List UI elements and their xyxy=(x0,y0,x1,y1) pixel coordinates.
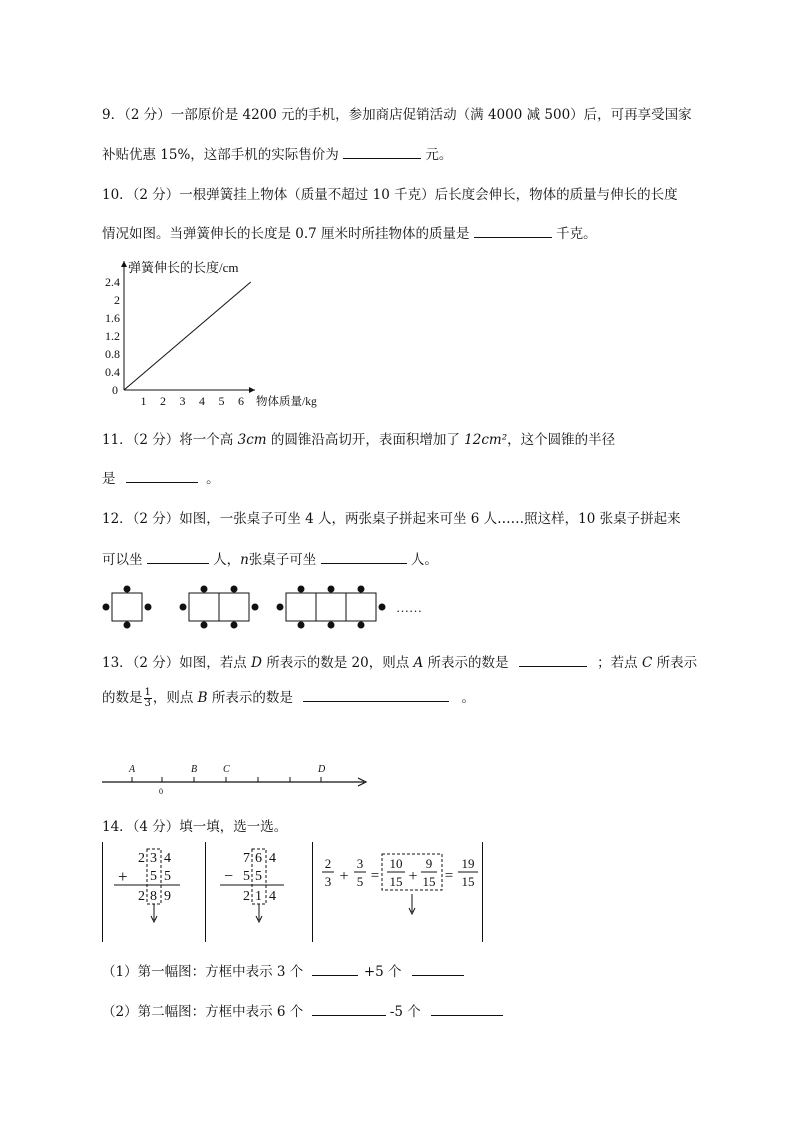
table-group-2 xyxy=(180,586,259,629)
point-B: B xyxy=(191,764,198,775)
add-r1-d2: 3 xyxy=(150,851,157,866)
q9-unit: 元。 xyxy=(425,147,453,163)
sub-r1-d3: 4 xyxy=(269,851,276,866)
q13-frac-num: 1 xyxy=(144,687,151,698)
plus-sign-2: + xyxy=(408,868,418,885)
q11-text-e: ，这个圆锥的半径 xyxy=(507,432,616,448)
frac-d-num: 9 xyxy=(425,856,433,871)
y-axis-label: 弹簧伸长的长度/cm xyxy=(128,260,239,275)
add-r2-d2: 5 xyxy=(164,869,171,884)
q9-answer-blank[interactable] xyxy=(343,146,421,159)
q11-end: 。 xyxy=(206,471,220,487)
x-tick-label: 6 xyxy=(238,394,244,408)
q13-answer-blank-1[interactable] xyxy=(519,654,587,667)
add-r1-d1: 2 xyxy=(138,851,145,866)
plus-sign: + xyxy=(339,868,349,885)
point-D: D xyxy=(318,764,326,775)
frac-r-num: 19 xyxy=(461,856,475,871)
q14-sub1 xyxy=(102,960,464,980)
separator-3 xyxy=(312,842,313,942)
data-line xyxy=(124,282,251,390)
table-group-3 xyxy=(277,586,386,629)
q12-text-b: 人， xyxy=(213,552,241,568)
subtraction-figure xyxy=(212,846,304,928)
q13-t7: ，则点 xyxy=(152,690,198,706)
q13-line1 xyxy=(102,651,697,671)
sub-r3-d2: 1 xyxy=(255,889,262,904)
q10-line2 xyxy=(102,222,597,242)
separator-2 xyxy=(205,842,206,942)
add-r1-d3: 4 xyxy=(164,851,171,866)
table-group-1 xyxy=(103,586,152,629)
q12-text-e: 人。 xyxy=(410,552,438,568)
add-r3-d2: 8 xyxy=(150,889,157,904)
q10-answer-blank[interactable] xyxy=(474,225,552,238)
sub-r3-d3: 4 xyxy=(269,889,276,904)
tables-ellipsis: …… xyxy=(396,600,422,615)
q11-height: 3cm xyxy=(237,432,267,448)
q14-sub1-mid: +5 个 xyxy=(363,964,402,980)
separator-1 xyxy=(102,842,103,942)
y-tick-label: 2.4 xyxy=(105,275,120,289)
q13-fraction xyxy=(144,688,152,709)
q13-frac-den: 3 xyxy=(144,698,151,709)
frac-b-num: 3 xyxy=(356,856,364,871)
x-tick-label: 5 xyxy=(218,394,225,408)
q14-sub2-text: （2）第二幅图：方框中表示 6 个 xyxy=(102,1004,304,1020)
sub-r1-d1: 7 xyxy=(243,851,250,866)
q12-answer-blank-2[interactable] xyxy=(321,551,407,564)
point-A: A xyxy=(129,764,136,775)
x-tick-label: 1 xyxy=(140,394,147,408)
x-tick-label: 3 xyxy=(179,394,186,408)
q14-title: 14．（4 分）填一填，选一选。 xyxy=(102,819,288,835)
y-tick-label: 1.2 xyxy=(105,329,120,343)
frac-c-num: 10 xyxy=(389,856,403,871)
q9-line1: 9．（2 分）一部原价是 4200 元的手机，参加商店促销活动（满 4000 减 500）后，可再享受国家 xyxy=(102,107,692,123)
q12-answer-blank-1[interactable] xyxy=(147,551,209,564)
q11-text-c: 的圆锥沿高切开，表面积增加了 xyxy=(266,432,465,448)
add-r3-d1: 2 xyxy=(138,889,145,904)
fraction-figure xyxy=(318,852,480,922)
sub-r1-d2: 6 xyxy=(255,851,262,866)
equals-sign: = xyxy=(370,868,380,884)
q14-answer-blank-3[interactable] xyxy=(312,1003,386,1016)
q14-answer-blank-4[interactable] xyxy=(431,1003,503,1016)
q13-B: B xyxy=(197,690,208,706)
q10-text: 情况如图。当弹簧伸长的长度是 0.7 厘米时所挂物体的质量是 xyxy=(102,226,470,242)
y-tick-label: 2 xyxy=(114,293,120,307)
add-r2-d1: 5 xyxy=(150,869,157,884)
q13-A: A xyxy=(413,655,424,671)
y-tick-label: 1.6 xyxy=(105,311,120,325)
frac-a-den: 3 xyxy=(324,874,332,889)
q12-line2 xyxy=(102,548,438,568)
y-tick-label: 0.8 xyxy=(105,347,120,361)
q13-C: C xyxy=(641,655,653,671)
q12-text-a: 可以坐 xyxy=(102,552,143,568)
frac-a-num: 2 xyxy=(324,856,332,871)
q9-text: 补贴优惠 15%，这部手机的实际售价为 xyxy=(102,147,339,163)
q14-sub2-mid: -5 个 xyxy=(389,1004,421,1020)
frac-c-den: 15 xyxy=(389,874,403,889)
sub-r3-d1: 2 xyxy=(243,889,250,904)
q10-line1: 10．（2 分）一根弹簧挂上物体（质量不超过 10 千克）后长度会伸长，物体的质量与伸长的长度 xyxy=(102,187,678,203)
x-tick-label: 2 xyxy=(160,394,166,408)
q11-answer-blank[interactable] xyxy=(126,470,198,483)
q13-line2 xyxy=(102,686,475,709)
q12-line1: 12．（2 分）如图，一张桌子可坐 4 人，两张桌子拼起来可坐 6 人……照这样，10 张桌子拼起来 xyxy=(102,511,681,527)
q12-n: n xyxy=(240,552,249,568)
q13-t6: 的数是 xyxy=(102,690,143,706)
frac-r-den: 15 xyxy=(461,874,475,889)
frac-b-den: 5 xyxy=(356,874,364,889)
q13-t9: 。 xyxy=(461,690,475,706)
q10-unit: 千克。 xyxy=(556,226,597,242)
q12-text-d: 张桌子可坐 xyxy=(248,552,317,568)
sub-op: − xyxy=(224,868,234,885)
q14-answer-blank-2[interactable] xyxy=(412,963,464,976)
add-r3-d3: 9 xyxy=(164,889,171,904)
q11-text-f: 是 xyxy=(102,471,116,487)
q13-t5: 所表示 xyxy=(652,655,698,671)
q11-line1 xyxy=(102,428,615,448)
spring-chart xyxy=(100,255,340,410)
q9-line2 xyxy=(102,143,452,163)
q11-line2 xyxy=(102,467,220,487)
q13-t8: 所表示的数是 xyxy=(207,690,293,706)
separator-4 xyxy=(482,842,483,942)
q14-sub1-text: （1）第一幅图：方框中表示 3 个 xyxy=(102,964,304,980)
q11-area: 12cm² xyxy=(464,432,508,448)
y-tick-label: 0.4 xyxy=(105,365,120,379)
frac-d-den: 15 xyxy=(422,874,436,889)
q14-sub2 xyxy=(102,1000,503,1020)
x-axis-label: 物体质量/kg xyxy=(256,396,317,408)
addition-figure xyxy=(108,846,200,928)
q13-t3: 所表示的数是 xyxy=(423,655,509,671)
x-tick-label: 4 xyxy=(199,394,205,408)
point-C: C xyxy=(223,764,230,775)
tables-figure xyxy=(100,585,430,630)
q13-t4: ；若点 xyxy=(597,655,642,671)
number-line xyxy=(100,758,370,798)
sub-r2-d2: 5 xyxy=(255,869,262,884)
q14-answer-blank-1[interactable] xyxy=(312,963,358,976)
q13-t1: 13．（2 分）如图，若点 xyxy=(102,655,252,671)
point-zero: 0 xyxy=(159,787,163,796)
sub-r2-d1: 5 xyxy=(243,869,250,884)
q13-D: D xyxy=(251,655,262,671)
add-op: + xyxy=(118,867,128,886)
q13-t2: 所表示的数是 20，则点 xyxy=(261,655,414,671)
origin-label: 0 xyxy=(112,383,118,397)
q13-answer-blank-2[interactable] xyxy=(303,689,449,702)
equals-sign-2: = xyxy=(444,868,454,884)
q11-text-a: 11．（2 分）将一个高 xyxy=(102,432,238,448)
